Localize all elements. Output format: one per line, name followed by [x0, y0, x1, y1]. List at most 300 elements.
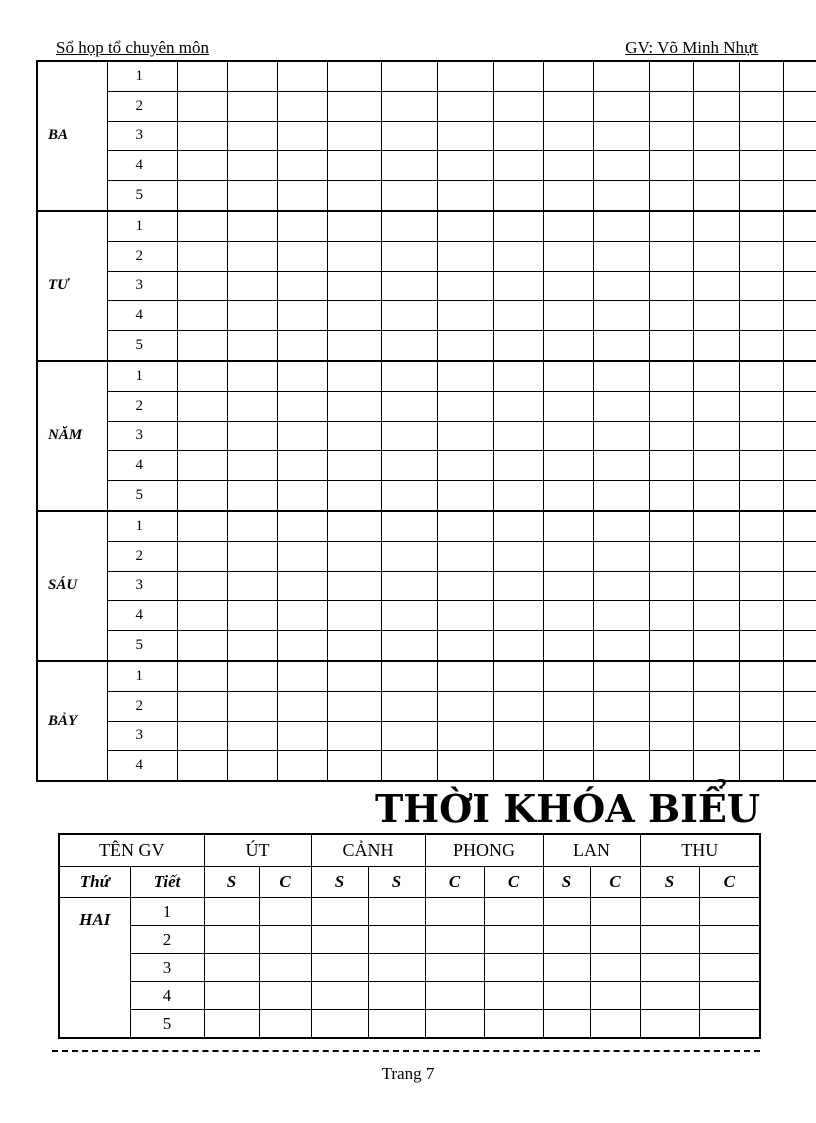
empty-cell [783, 541, 816, 571]
empty-cell [277, 181, 327, 211]
session-header: S [204, 867, 259, 898]
empty-cell [739, 241, 783, 271]
empty-cell [739, 211, 783, 241]
empty-cell [693, 751, 739, 781]
empty-cell [177, 331, 227, 361]
empty-cell [177, 241, 227, 271]
period-number: 5 [130, 1010, 204, 1039]
empty-cell [437, 691, 493, 721]
table-row [37, 511, 816, 541]
table-row [37, 361, 816, 391]
empty-cell [593, 691, 649, 721]
empty-cell [327, 421, 381, 451]
empty-cell [543, 481, 593, 511]
empty-cell [739, 721, 783, 751]
empty-cell [739, 451, 783, 481]
empty-cell [381, 211, 437, 241]
empty-cell [649, 331, 693, 361]
empty-cell [693, 121, 739, 151]
empty-cell [437, 601, 493, 631]
empty-cell [640, 1010, 699, 1039]
empty-cell [381, 421, 437, 451]
empty-cell [783, 391, 816, 421]
empty-cell [739, 661, 783, 691]
empty-cell [593, 301, 649, 331]
table-row [37, 271, 816, 301]
empty-cell [493, 571, 543, 601]
empty-cell [649, 451, 693, 481]
empty-cell [543, 211, 593, 241]
empty-cell [543, 926, 590, 954]
empty-cell [368, 982, 425, 1010]
empty-cell [437, 571, 493, 601]
empty-cell [327, 61, 381, 91]
empty-cell [783, 721, 816, 751]
empty-cell [649, 211, 693, 241]
table-header-row [59, 834, 760, 867]
empty-cell [593, 541, 649, 571]
empty-cell [543, 721, 593, 751]
empty-cell [327, 361, 381, 391]
empty-cell [277, 691, 327, 721]
empty-cell [649, 241, 693, 271]
empty-cell [543, 541, 593, 571]
empty-cell [783, 661, 816, 691]
empty-cell [327, 721, 381, 751]
empty-cell [783, 511, 816, 541]
empty-cell [649, 511, 693, 541]
period-number: 2 [130, 926, 204, 954]
empty-cell [381, 691, 437, 721]
page-divider [52, 1050, 760, 1052]
empty-cell [177, 421, 227, 451]
period-number: 1 [107, 511, 177, 541]
empty-cell [543, 271, 593, 301]
empty-cell [277, 601, 327, 631]
empty-cell [381, 751, 437, 781]
empty-cell [649, 181, 693, 211]
empty-cell [425, 926, 484, 954]
period-number: 4 [107, 151, 177, 181]
empty-cell [699, 982, 760, 1010]
empty-cell [484, 982, 543, 1010]
empty-cell [227, 571, 277, 601]
empty-cell [327, 301, 381, 331]
empty-cell [227, 751, 277, 781]
empty-cell [437, 181, 493, 211]
empty-cell [493, 361, 543, 391]
empty-cell [739, 541, 783, 571]
empty-cell [590, 954, 640, 982]
empty-cell [327, 751, 381, 781]
empty-cell [437, 61, 493, 91]
empty-cell [783, 601, 816, 631]
teacher-name-header: LAN [543, 834, 640, 867]
session-header: C [259, 867, 311, 898]
empty-cell [693, 361, 739, 391]
period-number: 4 [107, 751, 177, 781]
empty-cell [739, 391, 783, 421]
day-label: BA [37, 61, 107, 211]
empty-cell [381, 301, 437, 331]
notebook-title: Sổ họp tổ chuyên môn [56, 38, 209, 57]
empty-cell [590, 898, 640, 926]
period-number: 3 [107, 271, 177, 301]
empty-cell [437, 631, 493, 661]
empty-cell [311, 954, 368, 982]
empty-cell [381, 391, 437, 421]
empty-cell [327, 91, 381, 121]
empty-cell [381, 151, 437, 181]
empty-cell [593, 571, 649, 601]
day-group [37, 61, 816, 211]
empty-cell [590, 1010, 640, 1039]
empty-cell [425, 1010, 484, 1039]
empty-cell [437, 451, 493, 481]
table-row [37, 541, 816, 571]
empty-cell [381, 511, 437, 541]
empty-cell [693, 211, 739, 241]
empty-cell [649, 301, 693, 331]
period-number: 4 [107, 301, 177, 331]
empty-cell [783, 301, 816, 331]
empty-cell [593, 481, 649, 511]
empty-cell [259, 898, 311, 926]
empty-cell [327, 541, 381, 571]
teacher-name-header: ÚT [204, 834, 311, 867]
day-group [37, 211, 816, 361]
empty-cell [693, 331, 739, 361]
table-row [59, 982, 760, 1010]
empty-cell [227, 241, 277, 271]
table-row [37, 331, 816, 361]
empty-cell [484, 954, 543, 982]
empty-cell [699, 898, 760, 926]
empty-cell [590, 926, 640, 954]
empty-cell [227, 181, 277, 211]
empty-cell [739, 331, 783, 361]
period-number: 2 [107, 241, 177, 271]
empty-cell [177, 361, 227, 391]
teacher-name-header: PHONG [425, 834, 543, 867]
empty-cell [783, 691, 816, 721]
empty-cell [437, 151, 493, 181]
page-number: Trang 7 [381, 1064, 435, 1083]
empty-cell [277, 121, 327, 151]
empty-cell [543, 241, 593, 271]
empty-cell [368, 954, 425, 982]
teacher-name: GV: Võ Minh Nhựt [625, 38, 758, 57]
empty-cell [739, 91, 783, 121]
empty-cell [783, 751, 816, 781]
day-label: TƯ [37, 211, 107, 361]
empty-cell [493, 301, 543, 331]
empty-cell [593, 331, 649, 361]
empty-cell [204, 954, 259, 982]
empty-cell [783, 91, 816, 121]
empty-cell [649, 481, 693, 511]
empty-cell [259, 954, 311, 982]
empty-cell [484, 898, 543, 926]
empty-cell [204, 926, 259, 954]
empty-cell [783, 481, 816, 511]
empty-cell [783, 571, 816, 601]
empty-cell [381, 181, 437, 211]
teacher-name-header: THU [640, 834, 760, 867]
empty-cell [493, 121, 543, 151]
period-number: 3 [130, 954, 204, 982]
period-number: 1 [107, 361, 177, 391]
empty-cell [493, 331, 543, 361]
empty-cell [437, 751, 493, 781]
empty-cell [493, 271, 543, 301]
empty-cell [649, 271, 693, 301]
empty-cell [327, 181, 381, 211]
empty-cell [381, 91, 437, 121]
empty-cell [437, 661, 493, 691]
empty-cell [227, 271, 277, 301]
empty-cell [649, 361, 693, 391]
period-number: 3 [107, 571, 177, 601]
table-row [37, 661, 816, 691]
empty-cell [593, 751, 649, 781]
empty-cell [204, 1010, 259, 1039]
empty-cell [368, 926, 425, 954]
empty-cell [177, 541, 227, 571]
table-subheader-row [59, 867, 760, 898]
empty-cell [227, 421, 277, 451]
empty-cell [593, 601, 649, 631]
empty-cell [739, 61, 783, 91]
weekly-schedule-grid [36, 60, 816, 782]
empty-cell [227, 661, 277, 691]
empty-cell [437, 361, 493, 391]
empty-cell [277, 151, 327, 181]
empty-cell [381, 631, 437, 661]
empty-cell [227, 691, 277, 721]
empty-cell [693, 91, 739, 121]
empty-cell [640, 954, 699, 982]
empty-cell [543, 301, 593, 331]
empty-cell [543, 121, 593, 151]
period-number: 4 [107, 601, 177, 631]
empty-cell [277, 661, 327, 691]
day-col-header: Thứ [59, 867, 130, 898]
empty-cell [177, 751, 227, 781]
empty-cell [739, 271, 783, 301]
empty-cell [783, 451, 816, 481]
empty-cell [649, 601, 693, 631]
table-row [37, 751, 816, 781]
empty-cell [649, 61, 693, 91]
session-header: C [699, 867, 760, 898]
empty-cell [783, 271, 816, 301]
empty-cell [227, 481, 277, 511]
empty-cell [543, 751, 593, 781]
empty-cell [437, 211, 493, 241]
empty-cell [543, 361, 593, 391]
empty-cell [543, 1010, 590, 1039]
empty-cell [437, 301, 493, 331]
empty-cell [593, 211, 649, 241]
empty-cell [177, 121, 227, 151]
empty-cell [493, 541, 543, 571]
empty-cell [739, 631, 783, 661]
empty-cell [699, 954, 760, 982]
empty-cell [177, 511, 227, 541]
empty-cell [693, 241, 739, 271]
empty-cell [693, 421, 739, 451]
empty-cell [204, 898, 259, 926]
empty-cell [783, 151, 816, 181]
empty-cell [699, 1010, 760, 1039]
empty-cell [739, 151, 783, 181]
session-header: C [425, 867, 484, 898]
empty-cell [437, 241, 493, 271]
empty-cell [640, 926, 699, 954]
empty-cell [593, 631, 649, 661]
empty-cell [327, 571, 381, 601]
empty-cell [227, 391, 277, 421]
empty-cell [425, 954, 484, 982]
empty-cell [425, 982, 484, 1010]
empty-cell [177, 601, 227, 631]
empty-cell [783, 61, 816, 91]
empty-cell [381, 451, 437, 481]
empty-cell [593, 271, 649, 301]
empty-cell [543, 511, 593, 541]
empty-cell [693, 511, 739, 541]
empty-cell [368, 1010, 425, 1039]
day-label: HAI [59, 898, 130, 1039]
period-number: 3 [107, 721, 177, 751]
period-number: 1 [130, 898, 204, 926]
empty-cell [277, 391, 327, 421]
period-number: 5 [107, 181, 177, 211]
empty-cell [277, 421, 327, 451]
empty-cell [649, 571, 693, 601]
empty-cell [277, 511, 327, 541]
empty-cell [177, 271, 227, 301]
timetable [58, 833, 761, 1039]
empty-cell [649, 541, 693, 571]
empty-cell [227, 451, 277, 481]
empty-cell [543, 898, 590, 926]
table-row [59, 926, 760, 954]
empty-cell [640, 982, 699, 1010]
empty-cell [227, 601, 277, 631]
day-label: BẢY [37, 661, 107, 781]
empty-cell [311, 982, 368, 1010]
empty-cell [693, 721, 739, 751]
empty-cell [484, 1010, 543, 1039]
empty-cell [649, 91, 693, 121]
empty-cell [543, 954, 590, 982]
table-row [37, 61, 816, 91]
empty-cell [739, 181, 783, 211]
empty-cell [177, 691, 227, 721]
period-number: 2 [107, 691, 177, 721]
empty-cell [739, 691, 783, 721]
session-header: S [543, 867, 590, 898]
empty-cell [649, 151, 693, 181]
empty-cell [649, 751, 693, 781]
table-row [59, 954, 760, 982]
period-number: 5 [107, 631, 177, 661]
empty-cell [593, 361, 649, 391]
empty-cell [593, 511, 649, 541]
empty-cell [739, 121, 783, 151]
table-row [37, 481, 816, 511]
empty-cell [693, 271, 739, 301]
empty-cell [327, 691, 381, 721]
empty-cell [227, 541, 277, 571]
empty-cell [311, 926, 368, 954]
empty-cell [543, 391, 593, 421]
period-number: 2 [107, 391, 177, 421]
empty-cell [693, 571, 739, 601]
empty-cell [381, 241, 437, 271]
empty-cell [593, 61, 649, 91]
empty-cell [593, 451, 649, 481]
empty-cell [381, 121, 437, 151]
empty-cell [543, 691, 593, 721]
empty-cell [259, 926, 311, 954]
empty-cell [277, 301, 327, 331]
period-number: 5 [107, 331, 177, 361]
empty-cell [177, 391, 227, 421]
empty-cell [649, 631, 693, 661]
empty-cell [177, 451, 227, 481]
empty-cell [327, 601, 381, 631]
empty-cell [277, 331, 327, 361]
empty-cell [493, 661, 543, 691]
empty-cell [327, 391, 381, 421]
period-number: 2 [107, 91, 177, 121]
period-number: 4 [107, 451, 177, 481]
table-row [37, 601, 816, 631]
empty-cell [437, 121, 493, 151]
empty-cell [177, 721, 227, 751]
empty-cell [277, 61, 327, 91]
session-header: C [590, 867, 640, 898]
empty-cell [543, 661, 593, 691]
empty-cell [693, 691, 739, 721]
empty-cell [543, 982, 590, 1010]
empty-cell [277, 631, 327, 661]
empty-cell [543, 451, 593, 481]
empty-cell [327, 151, 381, 181]
table-row [37, 631, 816, 661]
empty-cell [593, 421, 649, 451]
empty-cell [493, 61, 543, 91]
empty-cell [437, 481, 493, 511]
empty-cell [783, 361, 816, 391]
empty-cell [277, 241, 327, 271]
empty-cell [227, 511, 277, 541]
empty-cell [277, 751, 327, 781]
empty-cell [493, 181, 543, 211]
empty-cell [693, 61, 739, 91]
empty-cell [311, 898, 368, 926]
empty-cell [783, 421, 816, 451]
table-row [37, 421, 816, 451]
empty-cell [227, 331, 277, 361]
empty-cell [227, 361, 277, 391]
empty-cell [493, 421, 543, 451]
session-header: S [368, 867, 425, 898]
empty-cell [493, 211, 543, 241]
